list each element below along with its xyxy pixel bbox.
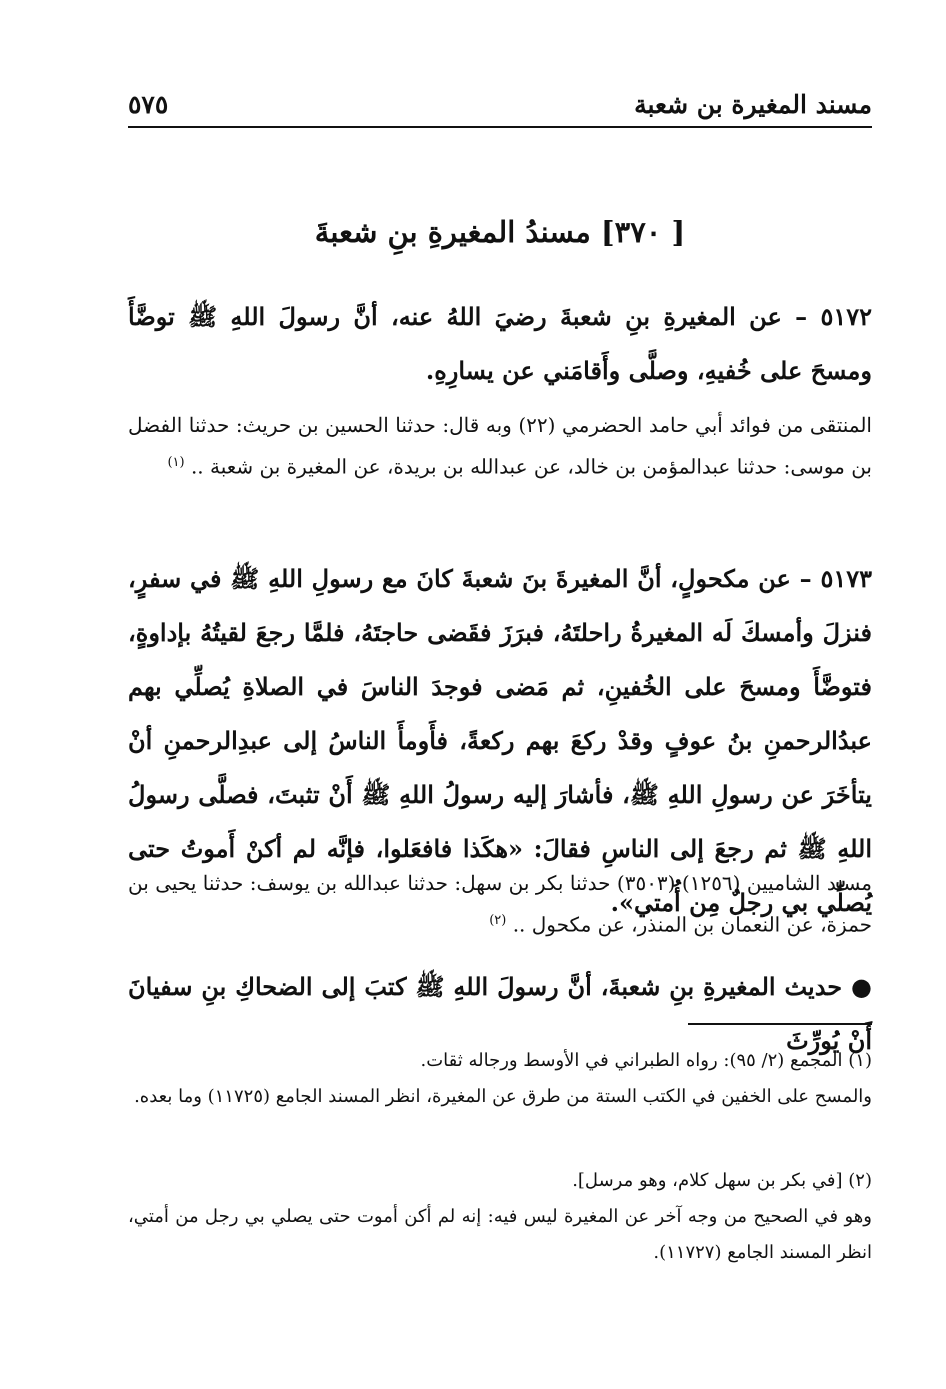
hadith-5172-text: ٥١٧٢ – عن المغيرةِ بنِ شعبةَ رضيَ اللهُ عنه، أنَّ رسولَ اللهِ ﷺ توضَّأَ ومسحَ على خُفيهِ، وصلَّى وأَقامَني عن يسارِهِ. xyxy=(128,302,872,385)
source-text: المنتقى من فوائد أبي حامد الحضرمي (٢٢) وبه قال: حدثنا الحسين بن حريث: حدثنا الفضل بن موسى: حدثنا عبدالمؤمن بن خالد، عن عبدالله بن بريدة، عن المغيرة بن شعبة .. xyxy=(128,413,872,479)
hadith-5173-text: ٥١٧٣ – عن مكحولٍ، أنَّ المغيرةَ بنَ شعبةَ كانَ مع رسولِ اللهِ ﷺ في سفرٍ، فنزلَ وأمسكَ لَه المغيرةُ راحلتَهُ، فبرَزَ فقَضى حاجتَهُ، فلمَّا رجعَ لقيتُهُ بإداوةٍ، فتوضَّأَ ومسحَ على الخُفينِ، ثم مَضى فوجدَ الناسَ في الصلاةِ يُصلِّي بهم عبدُالرحمنِ بنُ عوفٍ وقدْ ركعَ بهم ركعةً، فأَومأَ الناسُ إلى عبدِالرحمنِ أنْ يتأخَرَ عن رسولِ اللهِ ﷺ، فأشارَ إليه رسولُ اللهِ ﷺ أَنْ تثبتَ، فصلَّى رسولُ اللهِ ﷺ ثم رجعَ إلى الناسِ فقالَ: «هكَذا فافعَلوا، فإنَّه لم أكنْ أَموتُ حتى يُصلِّي بي رجلٌ مِن أُمتي». xyxy=(128,564,873,917)
footnote-marker: (٢) xyxy=(848,1170,872,1191)
footnote-line: [في بكر بن سهل كلام، وهو مرسل]. xyxy=(572,1170,843,1191)
footnote-marker: (١) xyxy=(848,1050,872,1071)
footnote-line: المجمع (٢/ ٩٥): رواه الطبراني في الأوسط ورجاله ثقات. xyxy=(420,1050,843,1071)
footnote-1 xyxy=(128,1043,872,1115)
page-header xyxy=(128,86,872,128)
footnote-line: والمسح على الخفين في الكتب الستة من طرق عن المغيرة، انظر المسند الجامع (١١٧٢٥) وما بعده. xyxy=(134,1086,872,1107)
page-number: ٥٧٥ xyxy=(128,90,169,119)
footnote-separator xyxy=(688,1023,872,1025)
hadith-5172-source xyxy=(128,406,872,486)
chapter-title: [ ٣٧٠] مسندُ المغيرةِ بنِ شعبةَ xyxy=(314,215,686,249)
running-title: مسند المغيرة بن شعبة xyxy=(634,90,872,119)
footnote-2 xyxy=(128,1163,872,1271)
bullet-entry: ● حديث المغيرةِ بنِ شعبةَ، أنَّ رسولَ اللهِ ﷺ كتبَ إلى الضحاكِ بنِ سفيانَ أَنْ يُورِّثَ xyxy=(128,972,872,1055)
footnote-ref-2: (٢) xyxy=(489,913,507,928)
footnote-line: وهو في الصحيح من وجه آخر عن المغيرة ليس فيه: إنه لم أكن أموت حتى يصلي بي رجل من أمتي، انظر المسند الجامع (١١٧٢٧). xyxy=(128,1206,872,1263)
source-text: مسند الشاميين (١٢٥٦) (٣٥٠٣) حدثنا بكر بن سهل: حدثنا عبدالله بن يوسف: حدثنا يحيى بن حمزة، عن النعمان بن المنذر، عن مكحول .. xyxy=(128,871,872,937)
hadith-5173-source xyxy=(128,864,872,944)
footnote-ref-1: (١) xyxy=(167,455,185,470)
